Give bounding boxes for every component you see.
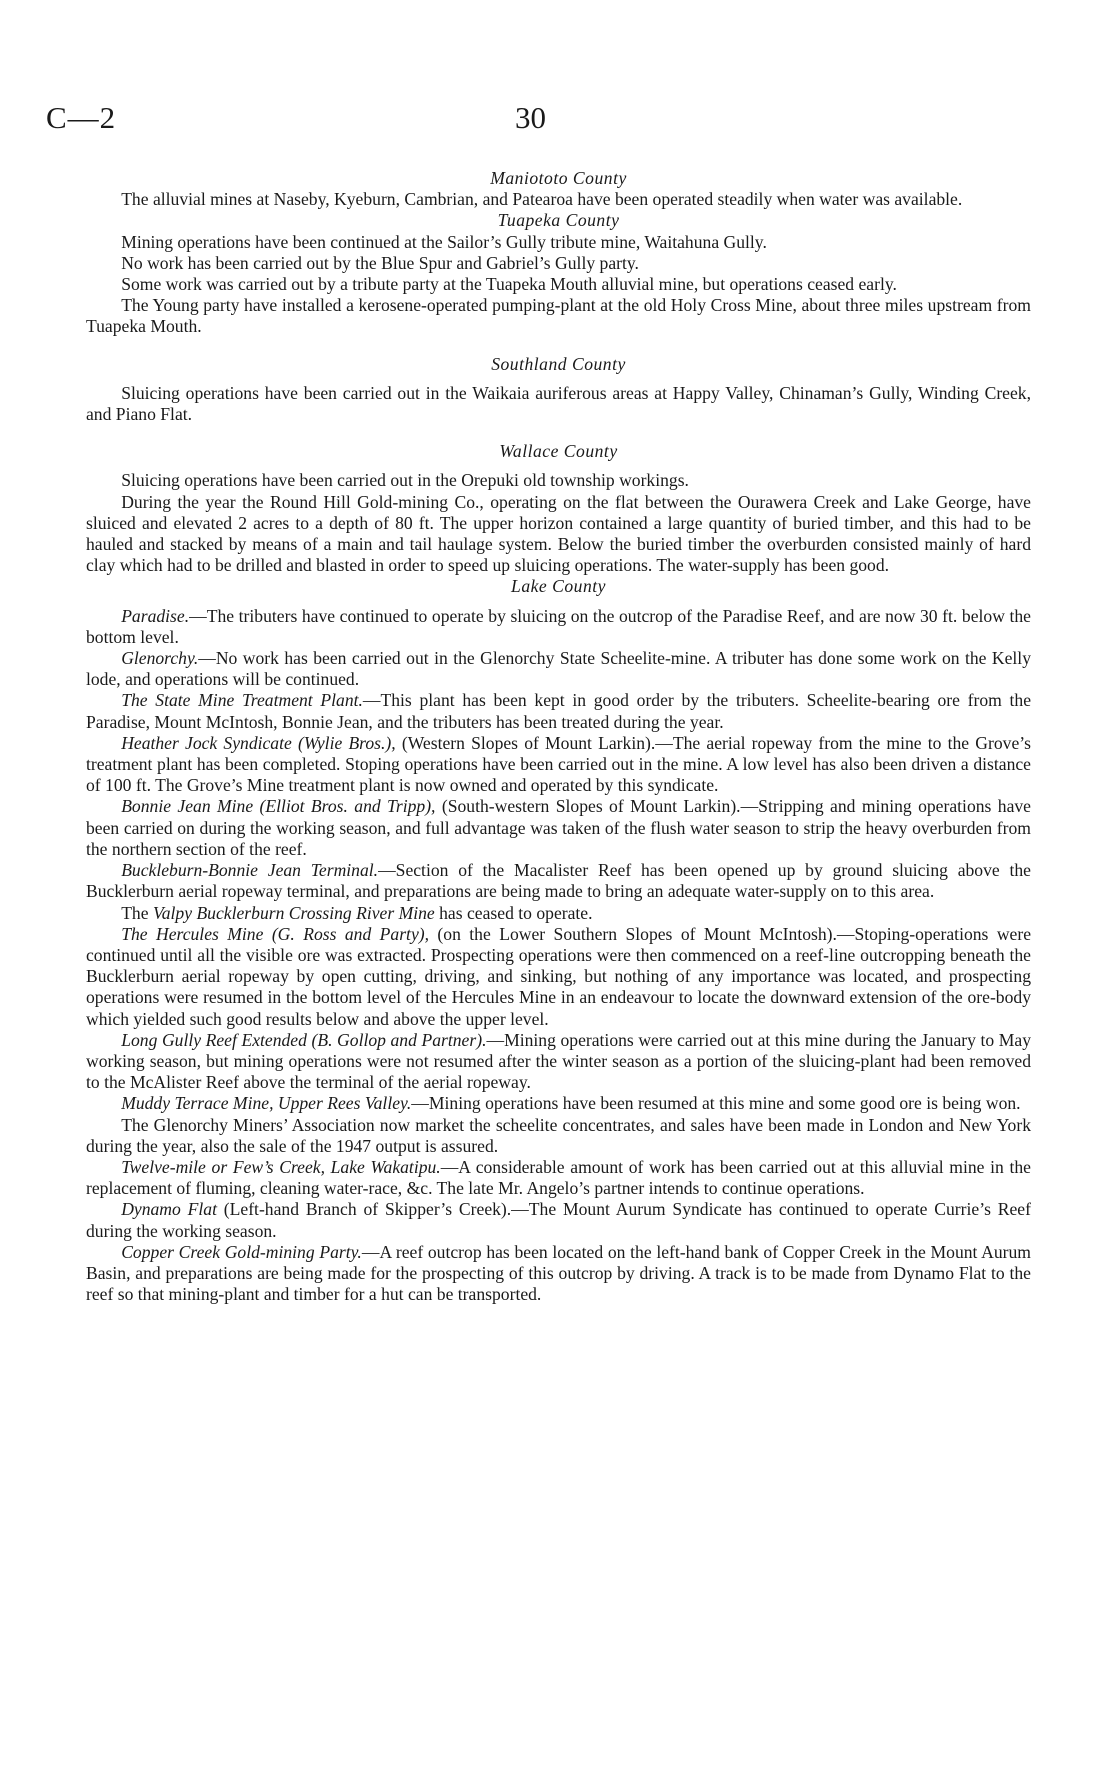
heading-maniototo-county: Maniototo County (490, 168, 627, 188)
subheading: Copper Creek Gold-mining Party. (121, 1241, 362, 1262)
paragraph-text: (Western Slopes of Mount Larkin).—The aerial ropeway from the mine to the Grove’s treatment plant has been completed. Stoping operations have been carried out in the mine. A low level has also been driven a distance of 100 ft. The Grove’s Mine treatment plant is now owned and operated by this syndicate. (86, 732, 1031, 796)
subheading: Buckleburn-Bonnie Jean Terminal. (121, 860, 379, 881)
paragraph-state-mine-plant (86, 690, 1031, 732)
subheading: Dynamo Flat (121, 1199, 217, 1220)
page-number: 30 (515, 100, 546, 135)
heading-southland-county: Southland County (491, 353, 626, 374)
paragraph: Some work was carried out by a tribute party at the Tuapeka Mouth alluvial mine, but operations ceased early. (121, 274, 897, 295)
subheading: Valpy Bucklerburn Crossing River Mine (152, 902, 435, 923)
paragraph-heather-jock (86, 733, 1031, 797)
paragraph-text: (South-western Slopes of Mount Larkin).—Stripping and mining operations have been carried on during the working season, and full advantage was taken of the flush water season to strip the heavy overburden from the northern section of the reef. (86, 796, 1031, 859)
paragraph-buckleburn (86, 860, 1031, 902)
subheading: The State Mine Treatment Plant. (121, 690, 363, 711)
paragraph-association: The Glenorchy Miners’ Association now market the scheelite concentrates, and sales have been made in London and New York during the year, also the sale of the 1947 output is assured. (86, 1114, 1031, 1156)
paragraph-copper-creek (86, 1242, 1031, 1306)
document-reference: C—2 (46, 100, 117, 135)
paragraph-text: The (121, 902, 153, 923)
subheading: Twelve-mile or Few’s Creek, Lake Wakatipu. (121, 1156, 441, 1177)
paragraph-twelve-mile (86, 1157, 1031, 1199)
subheading: Paradise. (121, 605, 190, 626)
subheading: Long Gully Reef Extended (B. Gollop and Partner). (121, 1029, 487, 1050)
subheading: Heather Jock Syndicate (Wylie Bros.), (121, 732, 396, 753)
subheading: Glenorchy. (121, 648, 199, 669)
paragraph: The alluvial mines at Naseby, Kyeburn, Cambrian, and Patearoa have been operated steadily when water was available. (121, 189, 963, 210)
paragraph-text: —No work has been carried out in the Glenorchy State Scheelite-mine. A tributer has done some work on the Kelly lode, and operations will be continued. (86, 648, 1031, 690)
paragraph-text: —This plant has been kept in good order by the tributers. Scheelite-bearing ore from the Paradise, Mount McIntosh, Bonnie Jean, and the tributers has been treated during the year. (86, 690, 1031, 732)
subheading: Bonnie Jean Mine (Elliot Bros. and Tripp), (121, 796, 436, 817)
paragraph-text: —The tributers have continued to operate by sluicing on the outcrop of the Paradise Reef, and are now 30 ft. below the bottom level. (86, 605, 1031, 647)
paragraph: Mining operations have been continued at the Sailor’s Gully tribute mine, Waitahuna Gully. (121, 231, 767, 252)
paragraph-bonnie-jean (86, 796, 1031, 860)
paragraph: Sluicing operations have been carried out in the Orepuki old township workings. (121, 470, 689, 491)
paragraph: Sluicing operations have been carried out in the Waikaia auriferous areas at Happy Valley, Chinaman’s Gully, Winding Creek, and Piano Flat. (86, 382, 1031, 425)
paragraph-valpy (86, 903, 1031, 924)
heading-lake-county: Lake County (511, 576, 606, 597)
paragraph-paradise (86, 606, 1031, 648)
paragraph: No work has been carried out by the Blue Spur and Gabriel’s Gully party. (121, 252, 639, 273)
subheading: The Hercules Mine (G. Ross and Party), (121, 923, 430, 944)
paragraph-text: (Left-hand Branch of Skipper’s Creek).—The Mount Aurum Syndicate has continued to operate Currie’s Reef during the working season. (86, 1199, 1031, 1241)
paragraph: The Young party have installed a kerosene-operated pumping-plant at the old Holy Cross Mine, about three miles upstream from Tuapeka Mouth. (86, 295, 1031, 337)
paragraph-hercules (86, 924, 1031, 1030)
paragraph-muddy-terrace (86, 1093, 1031, 1114)
heading-wallace-county: Wallace County (499, 441, 618, 462)
paragraph-text: —Section of the Macalister Reef has been opened up by ground sluicing above the Bucklerburn aerial ropeway terminal, and preparations are being made to bring an adequate water-supply on to this area. (86, 860, 1031, 902)
paragraph-text: —A considerable amount of work has been carried out at this alluvial mine in the replacement of fluming, cleaning water-race, &c. The late Mr. Angelo’s partner intends to continue operations. (86, 1156, 1031, 1199)
paragraph-long-gully (86, 1030, 1031, 1094)
subheading: Muddy Terrace Mine, Upper Rees Valley. (121, 1093, 412, 1114)
paragraph-glenorchy (86, 648, 1031, 690)
heading-tuapeka-county: Tuapeka County (497, 210, 620, 231)
paragraph-text: (on the Lower Southern Slopes of Mount McIntosh).—Stoping-operations were continued until all the visible ore was extracted. Prospecting operations were then commenced on a reef-line outcropping beneath the Bucklerburn aerial ropeway by open cutting, driving, and sinking, but nothing of any importance was located, and prospecting operations were resumed in the bottom level of the Hercules Mine in an endeavour to locate the downward extension of the ore-body which yielded such good results below and above the upper level. (86, 923, 1031, 1029)
paragraph-text: —A reef outcrop has been located on the left-hand bank of Copper Creek in the Mount Aurum Basin, and preparations are being made for the prospecting of this outcrop by driving. A track is to be made from Dynamo Flat to the reef so that mining-plant and timber for a hut can be transported. (86, 1241, 1031, 1305)
page-body (86, 168, 1031, 1305)
paragraph-text: —Mining operations were carried out at this mine during the January to May working season, but mining operations were not resumed after the winter season as a portion of the sluicing-plant had been removed to the McAlister Reef above the terminal of the aerial ropeway. (86, 1029, 1032, 1093)
paragraph: During the year the Round Hill Gold-mining Co., operating on the flat between the Ourawera Creek and Lake George, have sluiced and elevated 2 acres to a depth of 80 ft. The upper horizon contained a large quantity of buried timber, and this had to be hauled and stacked by means of a main and tail haulage system. Below the buried timber the overburden consisted mainly of hard clay which had to be drilled and blasted in order to speed up sluicing operations. The water-supply has been good. (86, 491, 1031, 576)
paragraph-text: has ceased to operate. (434, 902, 593, 923)
paragraph-text: —Mining operations have been resumed at this mine and some good ore is being won. (411, 1093, 1021, 1114)
paragraph-dynamo-flat (86, 1199, 1031, 1241)
